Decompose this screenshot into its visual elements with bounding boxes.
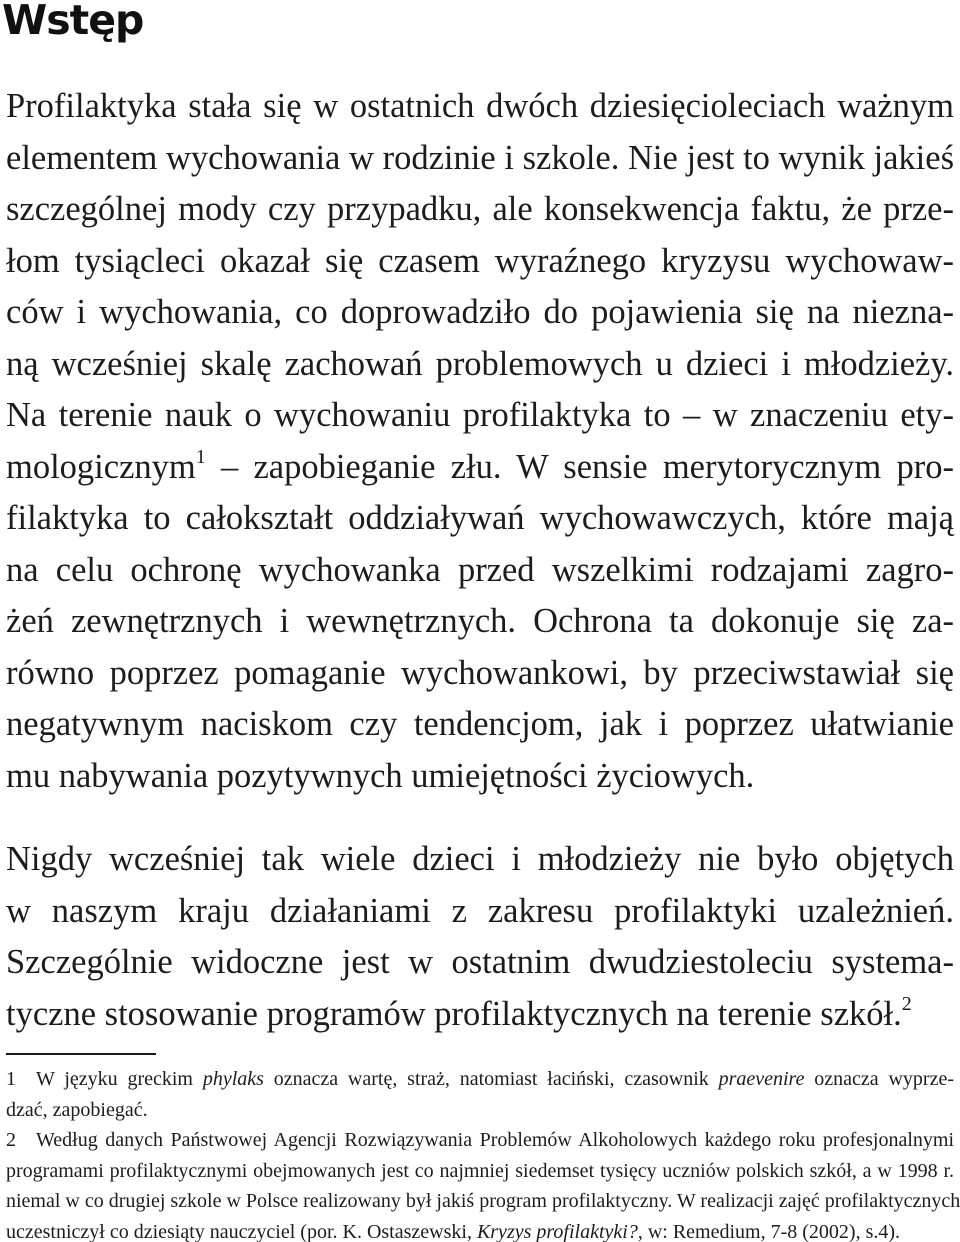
paragraph-line: Szczególnie widoczne jest w ostatnim dwudziestoleciu systema- [6, 943, 954, 981]
paragraph-2 [6, 834, 954, 1040]
footnote-text: uczestniczył co dziesiąty nauczyciel (por. K. Ostaszewski, [6, 1220, 477, 1242]
footnote-2 [6, 1125, 960, 1242]
footnote-line: niemal w co drugiej szkole w Polsce realizowany był jakiś program profilaktyczny. W realizacji zajęć profilaktycznych [6, 1190, 960, 1212]
footnote-number: 2 [6, 1129, 16, 1151]
paragraph-line: na celu ochronę wychowanka przed wszelkimi rodzajami zagro- [6, 550, 954, 589]
paragraph-line: Na terenie nauk o wychowaniu profilaktyka to – w znaczeniu ety- [6, 396, 954, 434]
footnote-text: oznacza wyprze- [804, 1068, 955, 1090]
line-text: – zapobieganie złu. W sensie merytorycznym pro- [205, 447, 954, 486]
footnote-italic-term: phylaks [202, 1068, 264, 1090]
footnote-text: , w: Remedium, 7-8 (2002), s.4). [637, 1220, 901, 1242]
paragraph-line: w naszym kraju działaniami z zakresu profilaktyki uzależnień. [6, 891, 954, 930]
footnote-line: programami profilaktycznymi obejmowanych jest co najmniej siedemset tysięcy uczniów polskich szkół, a w 1998 r. [6, 1159, 954, 1182]
footnote-ref-1[interactable]: 1 [195, 446, 206, 468]
paragraph-line: ną wcześniej skalę zachowań problemowych u dzieci i młodzieży. [6, 344, 954, 383]
footnote-number: 1 [6, 1068, 16, 1090]
paragraph-line: Nigdy wcześniej tak wiele dzieci i młodzieży nie było objętych [6, 840, 954, 878]
footnote-italic-term: praevenire [718, 1068, 805, 1090]
paragraph-line: ców i wychowania, co doprowadziło do pojawienia się na niezna- [6, 293, 954, 331]
line-text: mologicznym [6, 447, 196, 486]
footnote-line [6, 1125, 954, 1156]
footnote-1 [6, 1064, 954, 1125]
footnote-text: W języku greckim [36, 1068, 203, 1090]
paragraph-line: mu nabywania pozytywnych umiejętności życiowych. [6, 756, 755, 795]
line-text: tyczne stosowanie programów profilaktycznych na terenie szkół. [6, 994, 902, 1033]
paragraph-line: Profilaktyka stała się w ostatnich dwóch dziesięcioleciach ważnym [6, 87, 954, 125]
paragraph-1 [6, 81, 954, 802]
paragraph-line: negatywnym naciskom czy tendencjom, jak i poprzez ułatwianie [6, 705, 954, 743]
footnote-italic-title: Kryzys profilaktyki? [476, 1220, 638, 1242]
footnote-separator [6, 1053, 156, 1055]
paragraph-line: łom tysiącleci okazał się czasem wyraźnego kryzysu wychowaw- [6, 241, 954, 280]
paragraph-line-with-footnote-ref [6, 442, 954, 494]
footnote-line: dzać, zapobiegać. [6, 1098, 148, 1121]
paragraph-line: żeń zewnętrznych i wewnętrznych. Ochrona ta dokonuje się za- [6, 602, 954, 640]
footnotes [6, 1064, 960, 1242]
paragraph-line-with-footnote-ref [6, 989, 954, 1041]
paragraph-line: elementem wychowania w rodzinie i szkole. Nie jest to wynik jakieś [6, 138, 954, 177]
paragraph-line: równo poprzez pomaganie wychowankowi, by przeciwstawiał się [6, 653, 954, 692]
paragraph-line: szczególnej mody czy przypadku, ale konsekwencja faktu, że prze- [6, 190, 954, 228]
footnote-text: Według danych Państwowej Agencji Rozwiązywania Problemów Alkoholowych każdego roku profesjonalnymi [36, 1129, 954, 1151]
footnote-line [6, 1064, 954, 1095]
footnote-line [6, 1217, 954, 1242]
page-heading: Wstęp [2, 0, 144, 44]
footnote-text: oznacza wartę, straż, natomiast łaciński, czasownik [263, 1068, 719, 1090]
paragraph-line: filaktyka to całokształt oddziaływań wychowawczych, które mają [6, 499, 954, 537]
footnote-ref-2[interactable]: 2 [901, 993, 912, 1015]
